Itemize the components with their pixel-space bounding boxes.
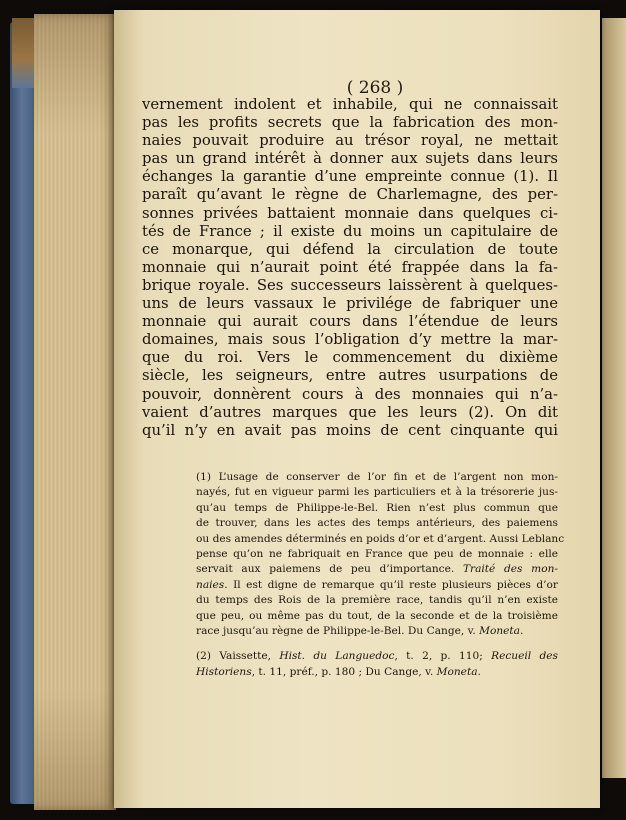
footnote-1-line-9: du temps des Rois de la première race, tandis qu’il n’en existe — [196, 594, 558, 607]
footnote-1-line: pense qu’on ne fabriquait en France que peu de monnaie : elle — [196, 548, 558, 561]
page-edges — [34, 14, 116, 810]
body-line: naies pouvait produire au trésor royal, ne mettait — [142, 132, 558, 150]
footnote-1-line-7: servait aux paiemens de peu d’importance. Traité des mon- — [196, 563, 558, 576]
footnote-2 — [196, 649, 558, 680]
body-line: uns de leurs vassaux le privilége de fabriquer une — [142, 295, 558, 313]
footnote-1-line: nayés, fut en vigueur parmi les particuliers et à la trésorerie jus- — [196, 486, 558, 499]
footnote-1-line: ou des amendes déterminés en poids d’or et d’argent. Aussi Leblanc — [196, 532, 565, 545]
footnote-2-line-2: Historiens, t. 11, préf., p. 180 ; Du Cange, v. Moneta. — [196, 665, 481, 678]
footnotes — [196, 470, 565, 680]
footnote-1-line-10: que peu, ou même pas du tout, de la seconde et de la troisième — [196, 609, 558, 622]
footnote-1 — [196, 470, 565, 639]
body-line: domaines, mais sous l’obligation d’y mettre la mar- — [142, 331, 558, 349]
footnote-1-line: qu’au temps de Philippe-le-Bel. Rien n’est plus commun que — [196, 501, 558, 514]
treatise-reference: Traité des mon- — [462, 563, 558, 576]
footnote-1-line: (1) L’usage de conserver de l’or fin et de l’argent non mon- — [196, 471, 558, 483]
body-line: paraît qu’avant le règne de Charlemagne, des per- — [142, 186, 558, 204]
page-number: ( 268 ) — [346, 78, 404, 98]
body-text — [142, 96, 558, 440]
footnote-1-line-11: race jusqu’au règne de Philippe-le-Bel. Du Cange, v. Moneta. — [196, 625, 524, 638]
body-line: monnaie qui aurait cours dans l’étendue de leurs — [142, 313, 558, 331]
body-line: que du roi. Vers le commencement du dixième — [142, 349, 558, 367]
footnote-1-line-8: naies. Il est digne de remarque qu’il reste plusieurs pièces d’or — [196, 578, 558, 591]
body-line: échanges la garantie d’une empreinte connue (1). Il — [142, 168, 558, 186]
body-line: pas un grand intérêt à donner aux sujets dans leurs — [142, 150, 558, 168]
facing-page-edge — [602, 18, 626, 778]
body-line: pas les profits secrets que la fabrication des mon- — [142, 114, 558, 132]
body-line: brique royale. Ses successeurs laissèrent à quelques- — [142, 276, 558, 294]
body-line: tés de France ; il existe du moins un capitulaire de — [142, 222, 558, 240]
body-line: vaient d’autres marques que les leurs (2). On dit — [142, 403, 558, 421]
body-line: pouvoir, donnèrent cours à des monnaies qui n’a- — [142, 385, 558, 403]
body-line: qu’il n’y en avait pas moins de cent cinquante qui — [142, 421, 558, 439]
footnote-2-line-1: (2) Vaissette, Hist. du Languedoc, t. 2, p. 110; Recueil des — [196, 650, 558, 663]
body-line: siècle, les seigneurs, entre autres usurpations de — [142, 367, 558, 385]
footnote-1-line: de trouver, dans les actes des temps antérieurs, des paiemens — [196, 517, 558, 530]
body-line: sonnes privées battaient monnaie dans quelques ci- — [142, 204, 558, 222]
body-line: monnaie qui n’aurait point été frappée dans la fa- — [142, 258, 558, 276]
body-line: ce monarque, qui défend la circulation de toute — [142, 240, 558, 258]
body-line: vernement indolent et inhabile, qui ne connaissait — [142, 96, 558, 113]
